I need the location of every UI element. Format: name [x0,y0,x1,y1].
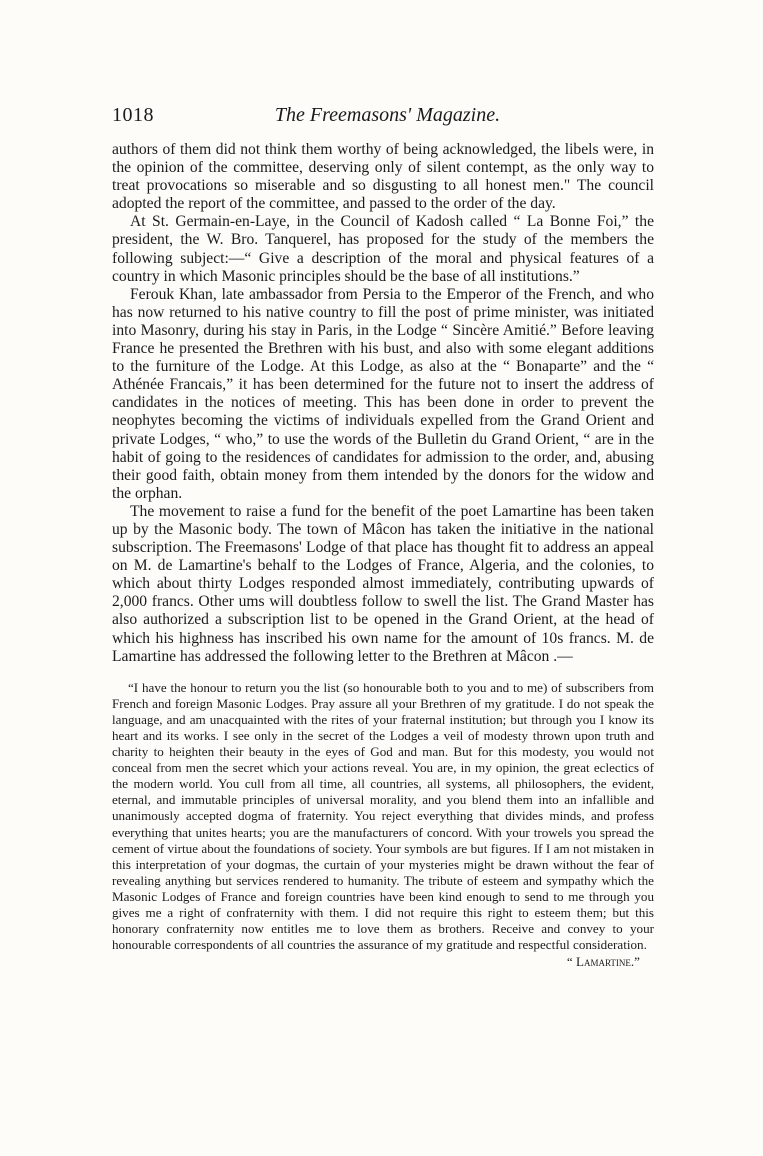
lamartine-letter [112,680,654,971]
page-number: 1018 [112,104,154,126]
paragraph-lamartine-fund: The movement to raise a fund for the benefit of the poet Lamartine has been taken up by the Masonic body. The town of Mâcon has taken the initiative in the national subscription. The Freemasons' Lodge of that place has thought fit to address an appeal on M. de Lamartine's behalf to the Lodges of France, Algeria, and the colonies, to which about thirty Lodges responded almost immediately, contributing upwards of 2,000 francs. Other ums will doubtless follow to swell the list. The Grand Master has also authorized a subscription list to be opened in the Grand Orient, at the head of which his highness has inscribed his own name for the amount of 10s francs. M. de Lamartine has addressed the following letter to the Brethren at Mâcon .— [112,502,654,665]
paragraph-committee-report: authors of them did not think them worthy of being acknowledged, the libels were, in the opinion of the committee, deserving only of silent contempt, as the only way to treat provocations so miserable and so disgusting to all honest men." The council adopted the report of the committee, and passed to the order of the day. [112,141,654,213]
running-title: The Freemasons' Magazine. [274,104,501,126]
page-header [112,104,663,130]
paragraph-kadosh-council: At St. Germain-en-Laye, in the Council of Kadosh called “ La Bonne Foi,” the president, the W. Bro. Tanquerel, has proposed for the study of the members the following subject:—“ Give a description of the moral and physical features of a country in which Masonic principles should be the base of all institutions.” [112,213,654,285]
letter-text: “I have the honour to return you the list (so honourable both to you and to me) of subscribers from French and foreign Masonic Lodges. Pray assure all your Brethren of my gratitude. I do not speak the language, and am unacquainted with the rites of your fraternal institution; but through you I know its heart and its works. I see only in the secret of the Lodges a veil of modesty thrown upon truth and charity to heighten their beauty in the eyes of God and man. But for this modesty, you would not conceal from men the secret which your actions reveal. You are, in my opinion, the great eclectics of the modern world. You cull from all time, all countries, all systems, all philosophers, the evident, eternal, and immutable principles of universal morality, and you blend them into an infallible and unanimously accepted dogma of fraternity. You reject everything that divides minds, and profess everything that unites hearts; you are the manufacturers of concord. With your trowels you spread the cement of virtue about the foundations of society. Your symbols are but figures. If I am not mistaken in this interpretation of your dogmas, the curtain of your mysteries might be drawn without the fear of revealing anything but services rendered to humanity. The tribute of esteem and sympathy which the Masonic Lodges of France and foreign countries have been kind enough to send to me through you gives me a right of confraternity with them. I did not require this right to esteem them; but this honorary confraternity now entitles me to love them as brothers. Receive and convey to your honourable correspondents of all countries the assurance of my gratitude and respectful consideration. [112,679,654,953]
article-body [112,141,654,970]
paragraph-ferouk-khan: Ferouk Khan, late ambassador from Persia to the Emperor of the French, and who has now returned to his native country to fill the post of prime minister, was initiated into Masonry, during his stay in Paris, in the Lodge “ Sincère Amitié.” Before leaving France he presented the Brethren with his bust, and also with some elegant additions to the furniture of the Lodge. At this Lodge, as also at the “ Bonaparte” and the “ Athénée Francais,” it has been determined for the future not to insert the address of candidates in the notices of meeting. This has been done in order to prevent the neophytes becoming the victims of individuals expelled from the Grand Orient and private Lodges, “ who,” to use the words of the Bulletin du Grand Orient, “ are in the habit of going to the residences of candidates for admission to the order, and, abusing their good faith, obtain money from them intended by the donors for the widow and the orphan. [112,285,654,502]
letter-signature: “ Lamartine.” [566,954,640,970]
